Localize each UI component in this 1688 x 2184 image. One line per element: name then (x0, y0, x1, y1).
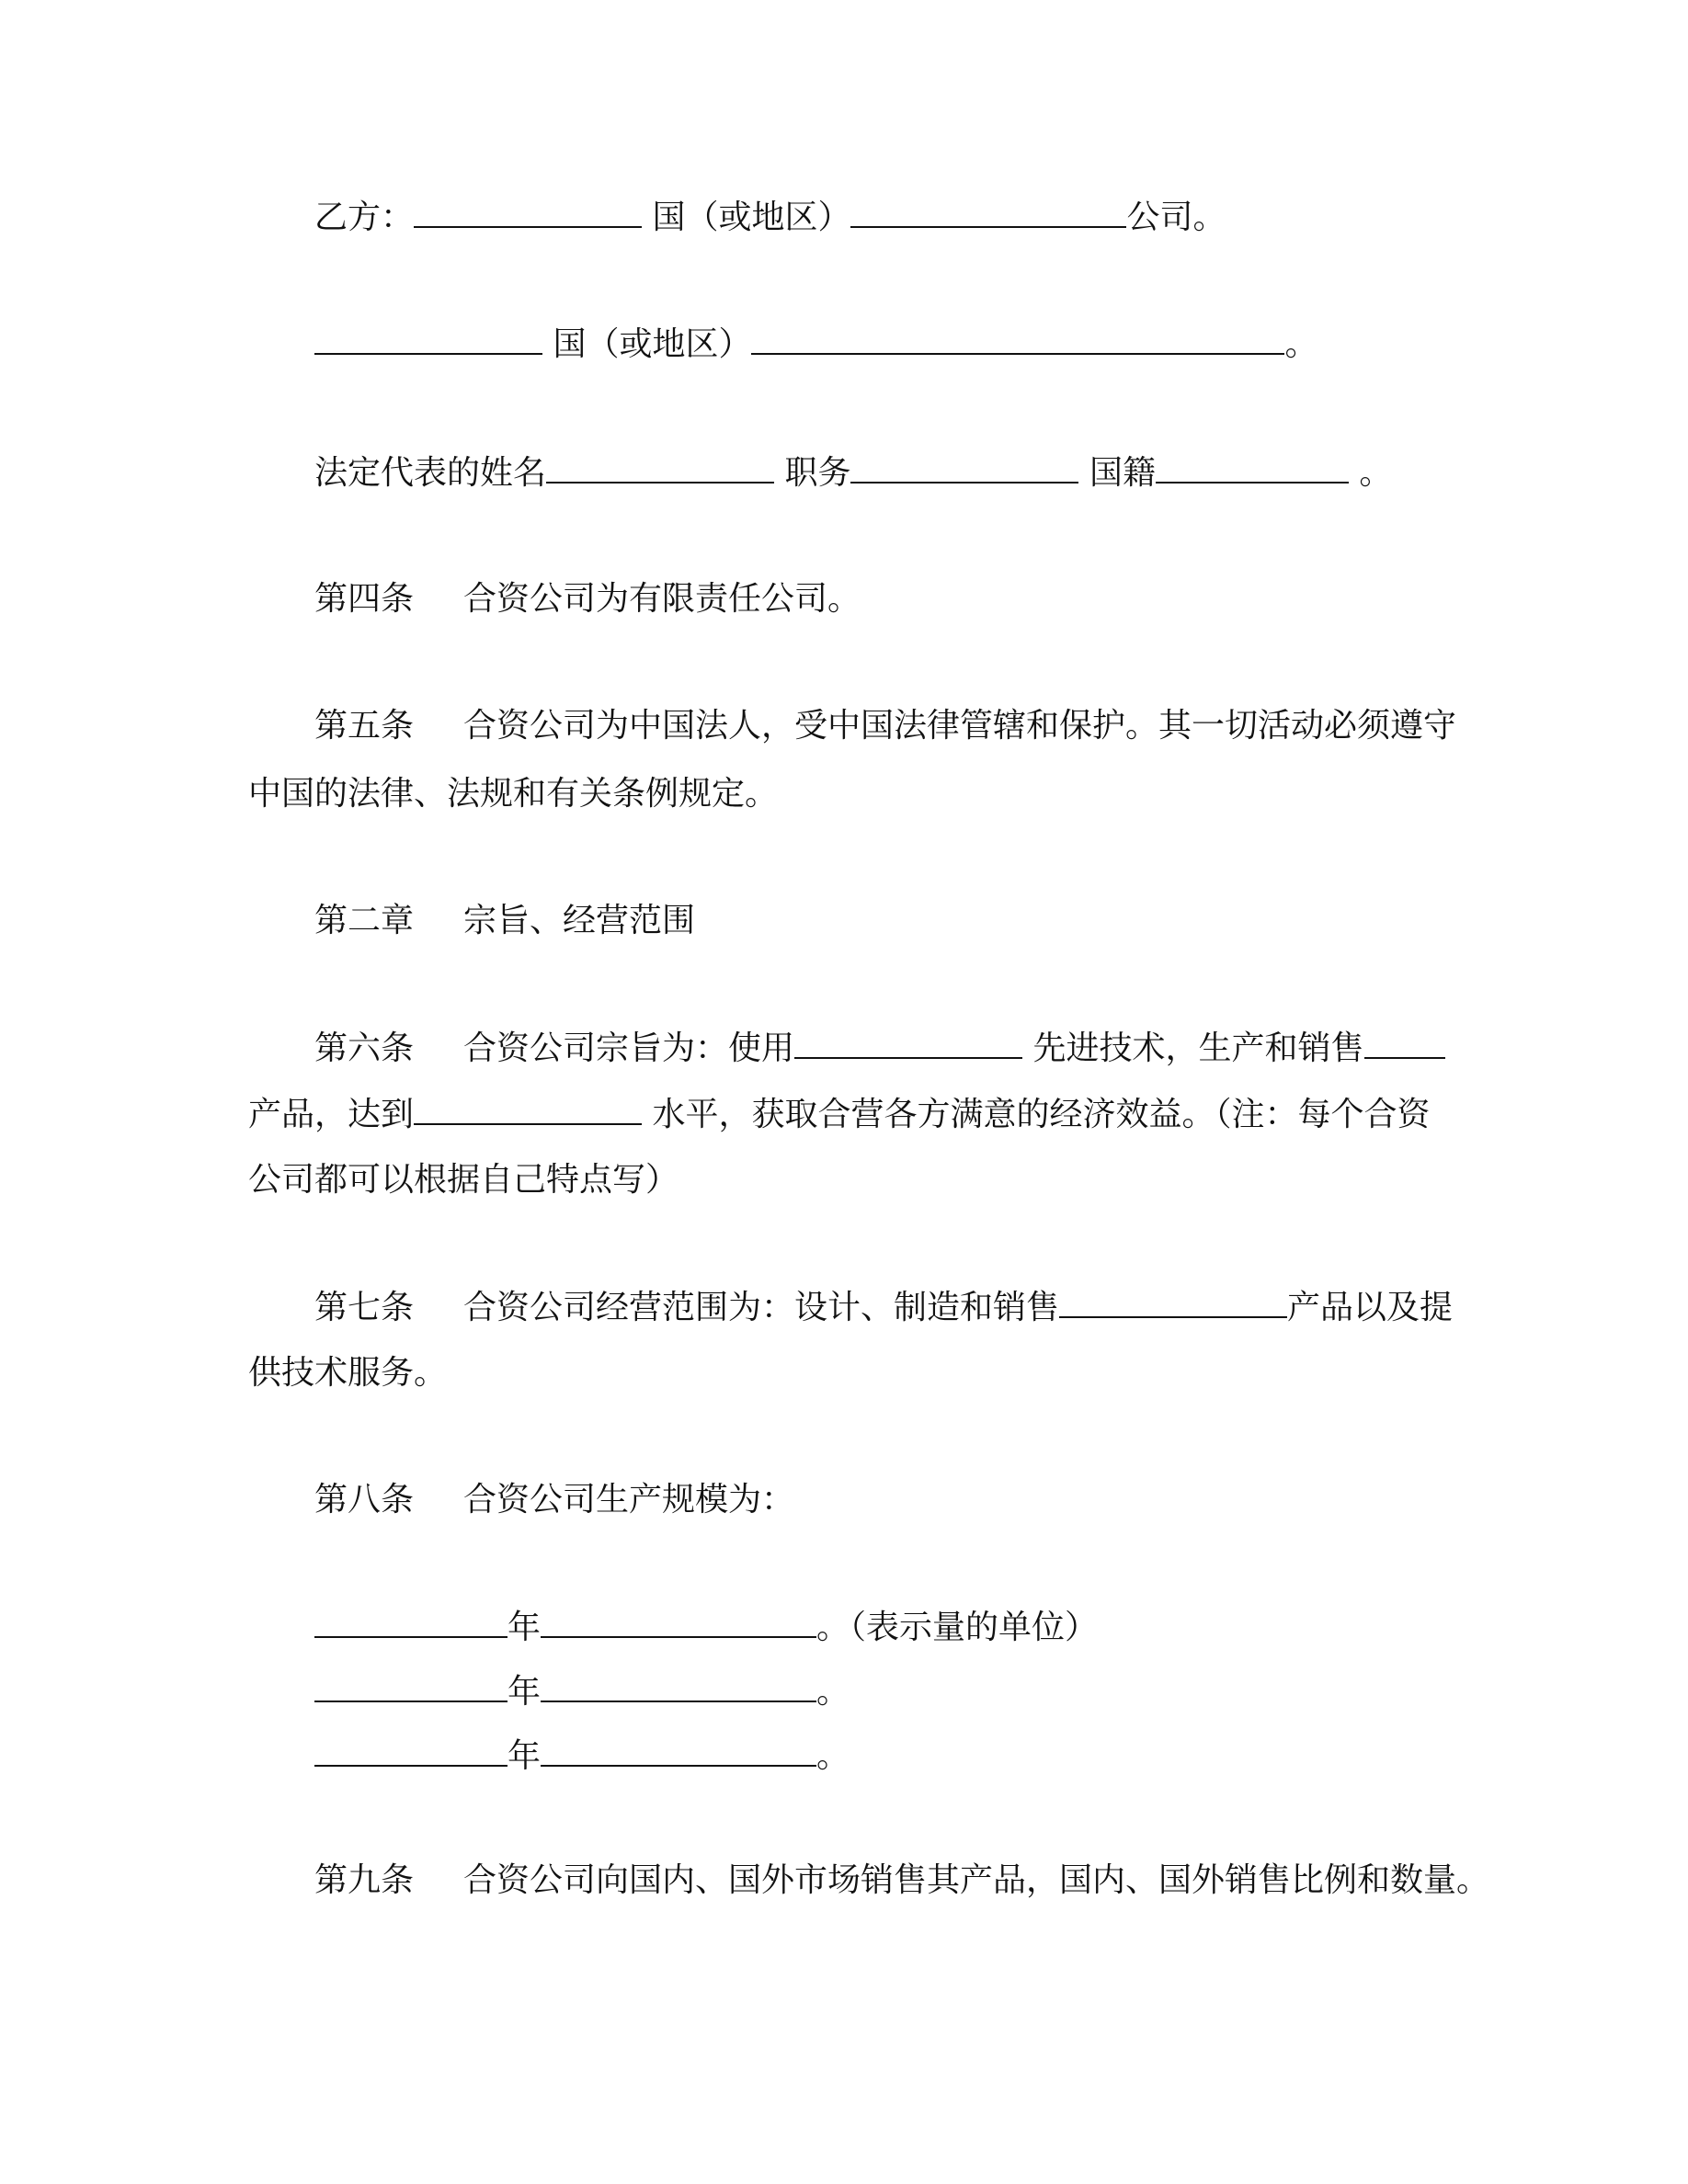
article-6-line2 (248, 1092, 1443, 1137)
article-4-text: 合资公司为有限责任公司。 (463, 580, 861, 618)
article-8 (314, 1478, 1510, 1522)
party-b-address-line (314, 322, 1510, 367)
scale-row-3 (314, 1734, 1510, 1779)
chapter-2-number: 第二章 (314, 902, 415, 939)
scale-year-label: 年 (508, 1609, 542, 1646)
chapter-2-title: 宗旨、经营范围 (463, 902, 696, 939)
article-7-text2: 供技术服务。 (248, 1354, 448, 1392)
scale-end: 。 (816, 1737, 850, 1775)
article-5-number: 第五条 (314, 707, 415, 745)
article-4-number: 第四条 (314, 580, 415, 618)
article-9-text: 合资公司向国内、国外市场销售其产品，国内、国外销售比例和数量。 (463, 1861, 1490, 1899)
article-7-product-blank (1059, 1285, 1287, 1318)
article-8-number: 第八条 (314, 1481, 415, 1519)
party-b-address-blank (751, 322, 1284, 355)
scale-unit-note: 。（表示量的单位） (816, 1609, 1099, 1646)
legal-rep-nationality-label: 国籍 (1089, 454, 1156, 492)
party-b-country-label: 国（或地区） (652, 199, 851, 236)
scale-year-blank (314, 1734, 508, 1767)
article-6-text2a: 产品，达到 (248, 1096, 415, 1133)
article-6-line1 (314, 1026, 1510, 1071)
party-b-country-blank (414, 195, 642, 228)
legal-rep-title-label: 职务 (784, 454, 851, 492)
article-7-text1a: 合资公司经营范围为：设计、制造和销售 (463, 1289, 1060, 1326)
article-6-text1b: 先进技术，生产和销售 (1032, 1029, 1364, 1067)
legal-rep-title-blank (850, 450, 1078, 483)
scale-row-2 (314, 1669, 1510, 1714)
scale-quantity-blank (541, 1669, 816, 1702)
party-b-address-end: 。 (1284, 325, 1318, 363)
article-4 (314, 577, 1510, 621)
article-6-product-blank (1364, 1026, 1445, 1059)
legal-rep-name-label: 法定代表的姓名 (314, 454, 547, 492)
party-b-address-country-label: 国（或地区） (553, 325, 752, 363)
article-5-text1: 合资公司为中国法人，受中国法律管辖和保护。其一切活动必须遵守 (463, 707, 1457, 745)
article-9 (314, 1859, 1510, 1903)
scale-year-label: 年 (508, 1673, 542, 1711)
article-6-number: 第六条 (314, 1029, 415, 1067)
scale-end: 。 (816, 1673, 850, 1711)
article-5-text2: 中国的法律、法规和有关条例规定。 (248, 775, 779, 813)
article-5-line2 (248, 772, 1443, 816)
party-b-label: 乙方： (314, 199, 415, 236)
article-7-line2 (248, 1351, 1443, 1395)
party-b-address-country-blank (314, 322, 542, 355)
chapter-2-heading (314, 899, 1510, 943)
party-b-company-blank (850, 195, 1126, 228)
article-6-text3: 公司都可以根据自己特点写） (248, 1161, 679, 1199)
scale-quantity-blank (541, 1734, 816, 1767)
scale-row-1 (314, 1605, 1510, 1650)
party-b-company-suffix: 公司。 (1126, 199, 1226, 236)
article-6-level-blank (414, 1092, 642, 1125)
article-7-line1 (314, 1285, 1510, 1330)
legal-rep-line (314, 450, 1510, 495)
scale-quantity-blank (541, 1605, 816, 1638)
article-6-text2b: 水平，获取合营各方满意的经济效益。（注：每个合资 (652, 1096, 1431, 1133)
legal-rep-end: 。 (1359, 454, 1393, 492)
scale-year-blank (314, 1605, 508, 1638)
article-8-text: 合资公司生产规模为： (463, 1481, 795, 1519)
party-b-line (314, 195, 1510, 240)
article-7-text1b: 产品以及提 (1287, 1289, 1454, 1326)
article-7-number: 第七条 (314, 1289, 415, 1326)
scale-year-blank (314, 1669, 508, 1702)
scale-year-label: 年 (508, 1737, 542, 1775)
legal-rep-name-blank (546, 450, 774, 483)
article-6-technology-blank (794, 1026, 1022, 1059)
article-6-line3 (248, 1158, 1443, 1202)
article-6-text1a: 合资公司宗旨为：使用 (463, 1029, 795, 1067)
article-9-number: 第九条 (314, 1861, 415, 1899)
legal-rep-nationality-blank (1156, 450, 1349, 483)
article-5-line1 (314, 704, 1510, 748)
